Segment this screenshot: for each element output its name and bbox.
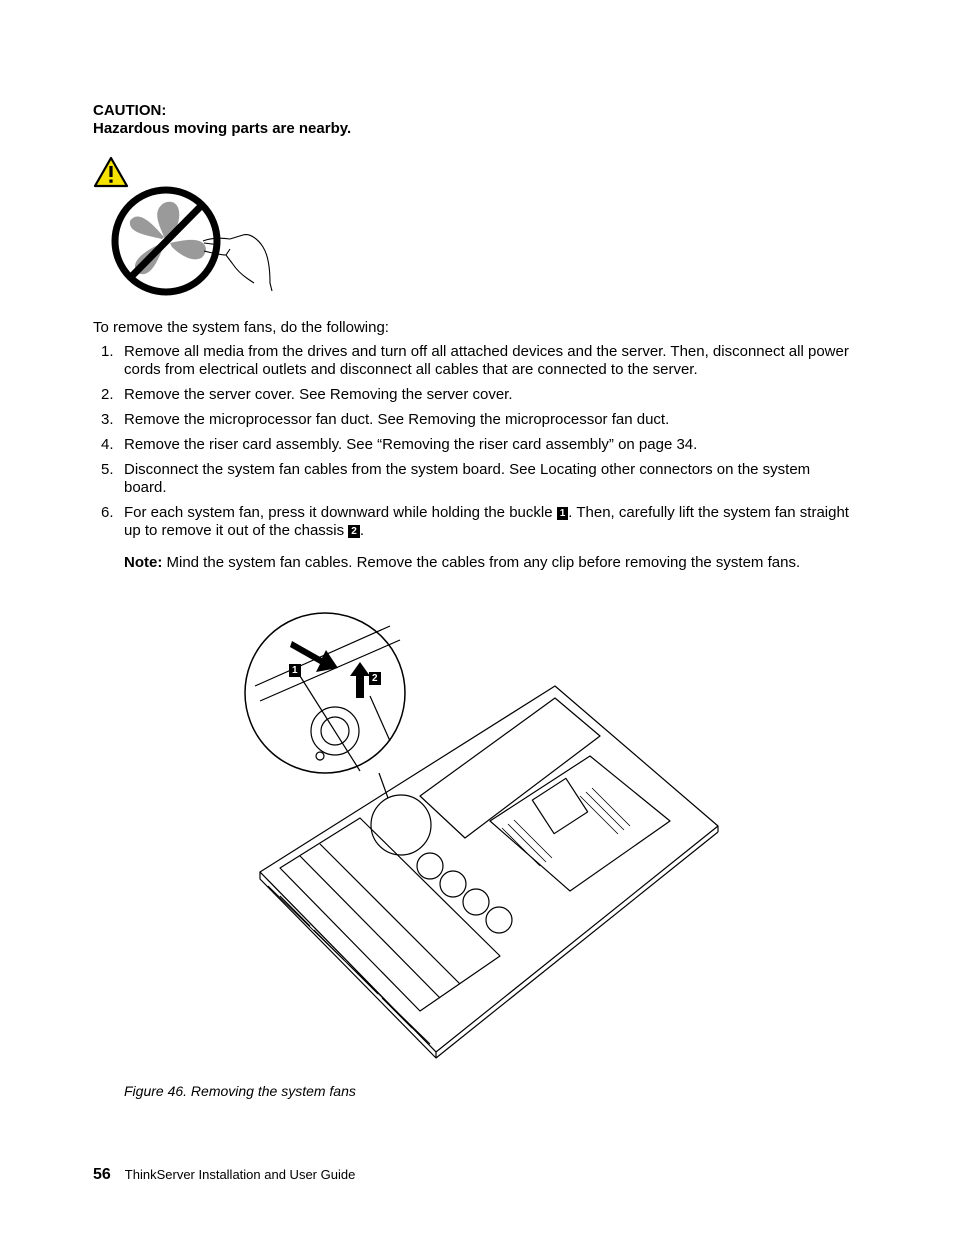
note [124,554,853,572]
caution-block [93,102,351,138]
caution-heading: CAUTION: [93,102,167,119]
step-text: Remove all media from the drives and turn off all attached devices and the server. Then, disconnect all power cords from electrical outlets and disconnect all cables that are connected to the server. [124,343,849,378]
callout-1-badge: 1 [557,507,569,520]
no-fingers-in-fan-icon [108,183,276,301]
figure-callout-1: 1 [289,664,301,677]
step-number: 5. [101,461,114,478]
list-item [93,343,853,379]
note-text: Mind the system fan cables. Remove the cables from any clip before removing the system fans. [166,554,801,571]
list-item [93,436,853,454]
figure-caption: Figure 46. Removing the system fans [124,1083,356,1099]
list-item [93,461,853,497]
page-footer [93,1165,355,1185]
step-text: Disconnect the system fan cables from the system board. See Locating other connectors on the system board. [124,461,811,496]
callout-2-badge: 2 [348,525,360,538]
figure-callout-2: 2 [369,672,381,685]
note-label: Note: [124,554,163,571]
step-text: Remove the microprocessor fan duct. See Removing the microprocessor fan duct. [124,411,670,428]
step-text: For each system fan, press it downward while holding the buckle [124,504,553,521]
steps-list [93,343,853,579]
step-number: 4. [101,436,114,453]
step-number: 1. [101,343,114,360]
list-item [93,504,853,572]
step-number: 3. [101,411,114,428]
step-number: 2. [101,386,114,403]
page-number: 56 [93,1166,111,1183]
step-text: Remove the riser card assembly. See “Removing the riser card assembly” on page 34. [124,436,698,453]
system-fans-illustration [240,606,730,1066]
intro-text: To remove the system fans, do the following: [93,319,389,336]
list-item [93,386,853,404]
step-text: Remove the server cover. See Removing the server cover. [124,386,513,403]
caution-text: Hazardous moving parts are nearby. [93,120,352,137]
step-number: 6. [101,504,114,521]
step-text: . Then, carefully lift the system fan straight up to remove it out of the chassis [124,504,849,539]
list-item [93,411,853,429]
footer-title: ThinkServer Installation and User Guide [124,1167,356,1182]
step-text: . [359,522,365,539]
